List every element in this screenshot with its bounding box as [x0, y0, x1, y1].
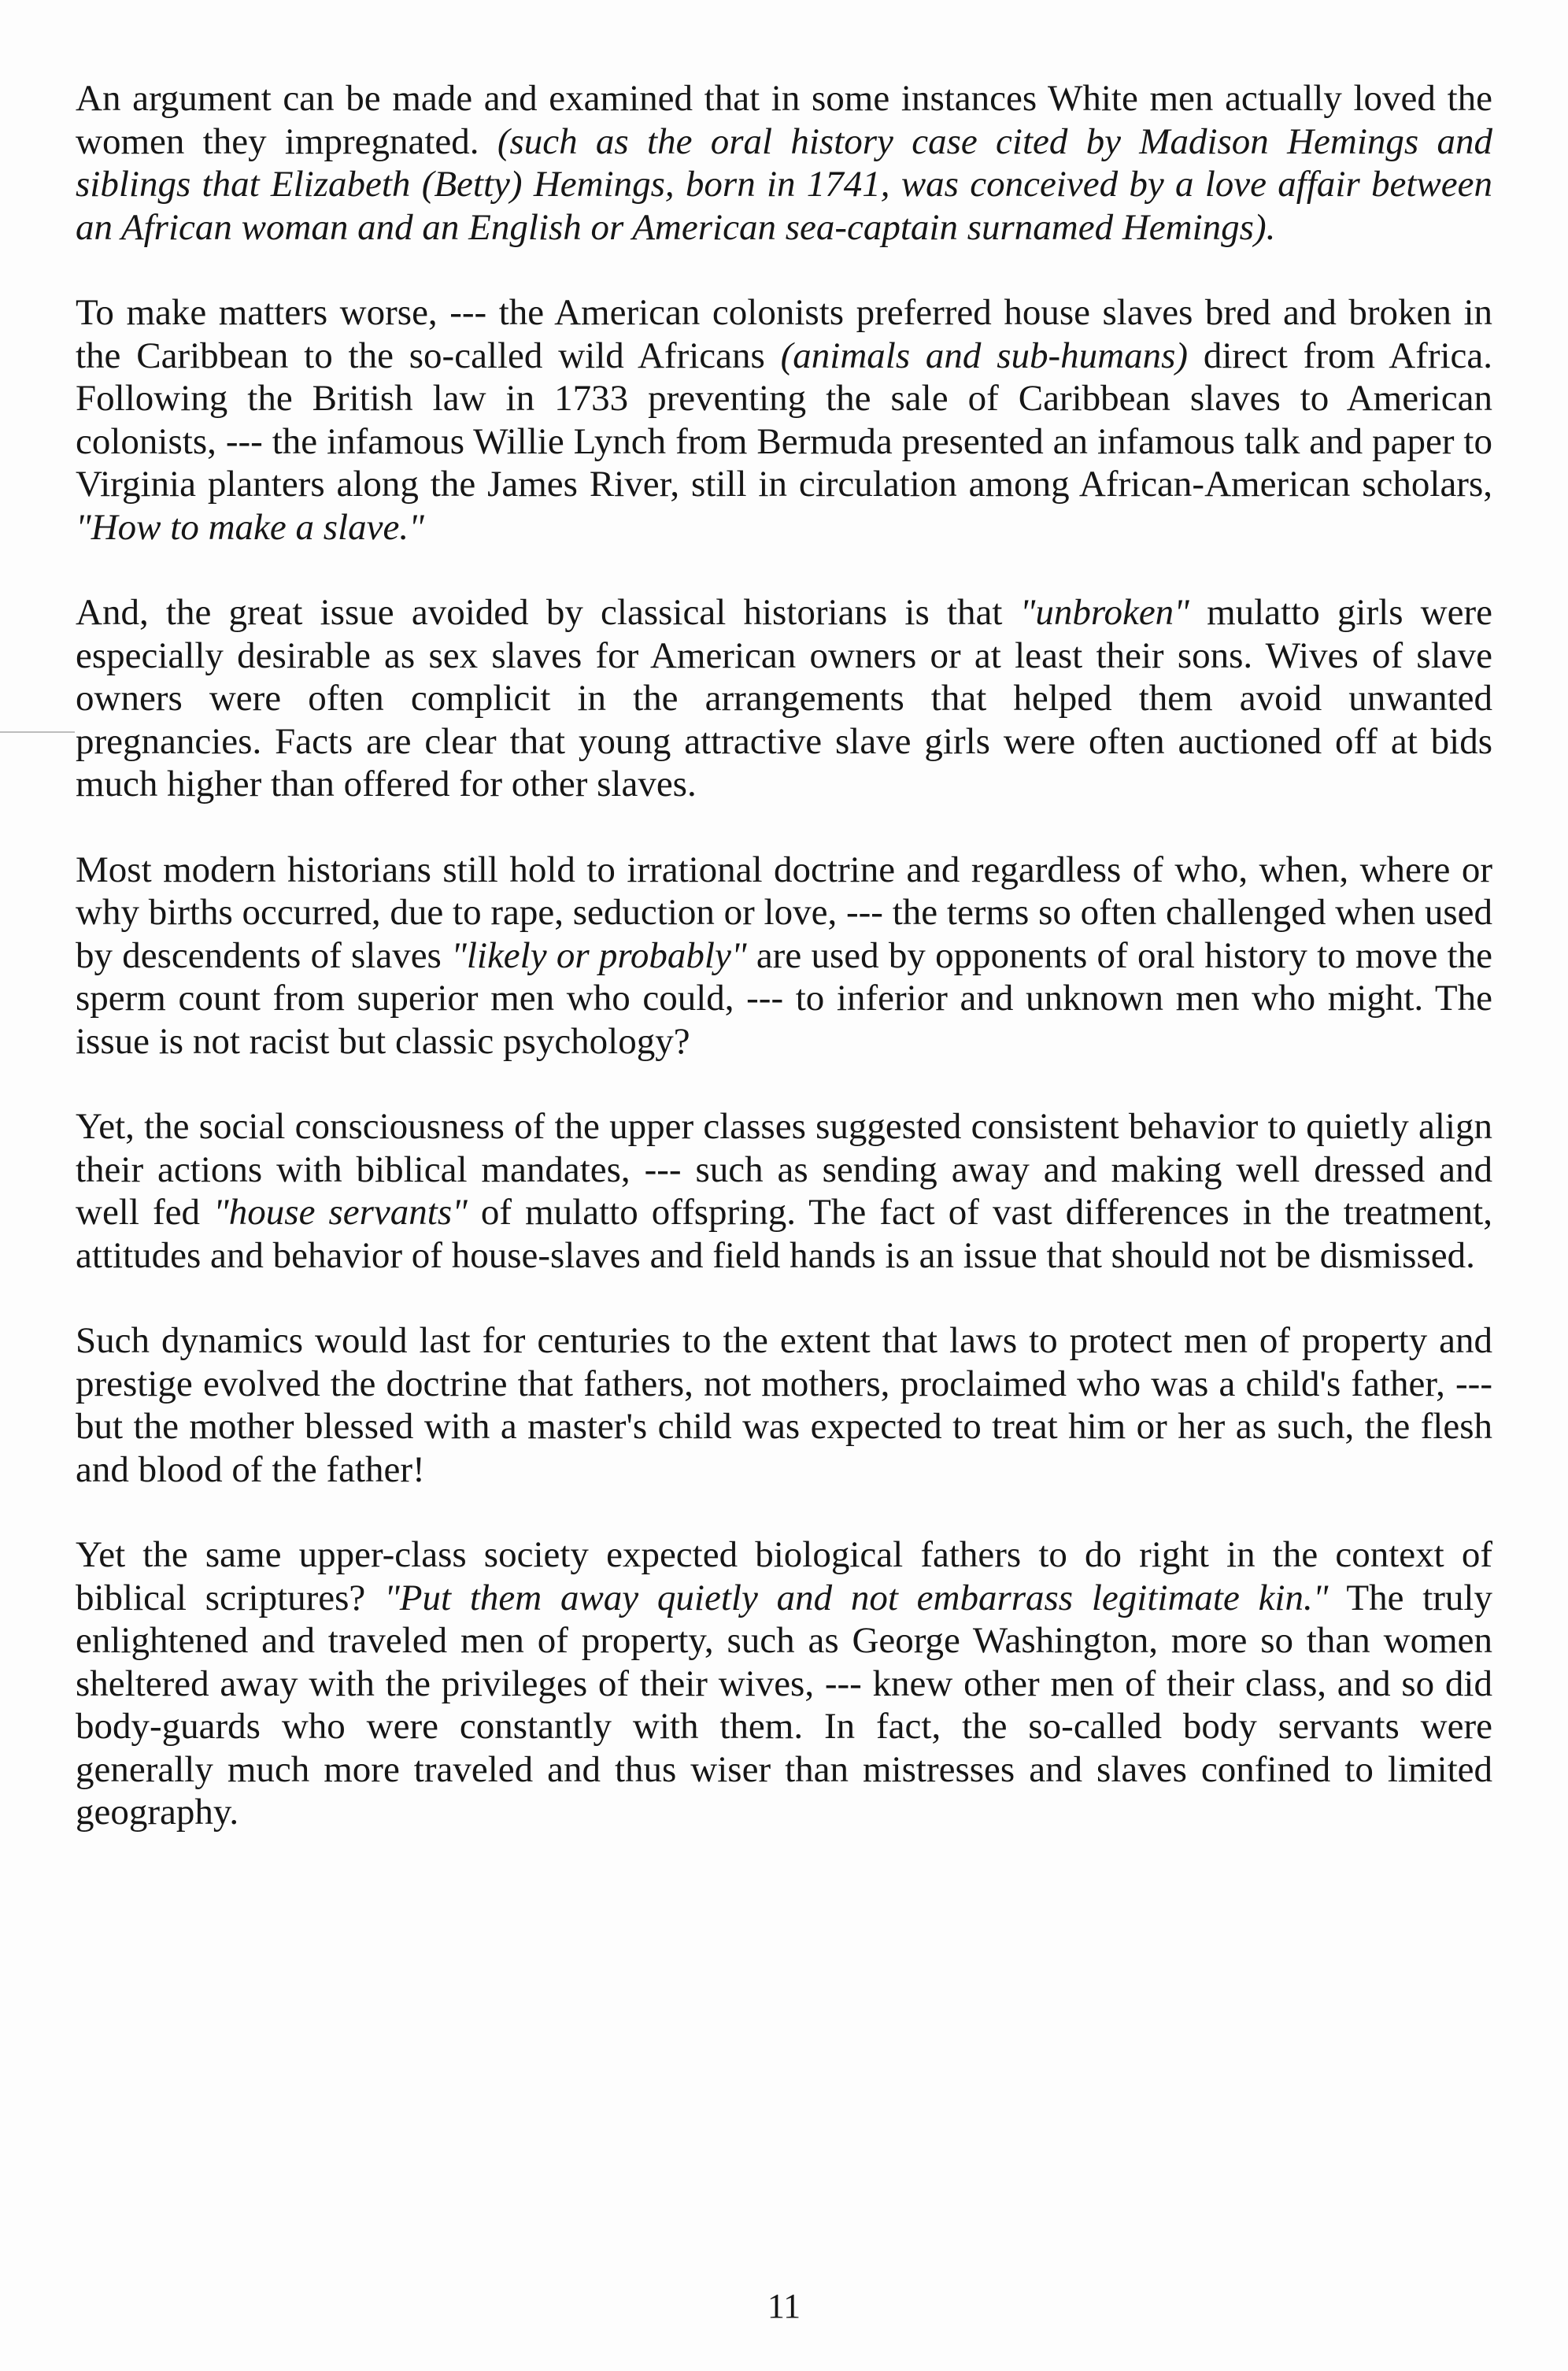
paragraph-4-text: are used by opponents of oral history to move the sperm count from superior men who could, --- to inferior and unknown men who might. The issue is not racist but classic psychology?	[76, 934, 1492, 1062]
paragraph-3-italic-text: "unbroken"	[1019, 592, 1189, 633]
paragraph-1-text: An argument can be made and examined that in some instances White men actually loved the women they impregnated.	[76, 78, 1492, 162]
paragraph-7	[76, 1533, 1492, 1834]
paragraph-5	[76, 1105, 1492, 1277]
paragraph-7-text: The truly enlightened and traveled men of property, such as George Washington, more so than women sheltered away with the privileges of their wives, --- knew other men of their class, and so did body-guards who were constantly with them. In fact, the so-called body servants were generally much more traveled and thus wiser than mistresses and slaves confined to limited geography.	[76, 1577, 1492, 1833]
paragraph-7-italic-quote: "Put them away quietly and not embarrass legitimate kin."	[384, 1577, 1329, 1618]
paragraph-4-italic-text: "likely or probably"	[451, 934, 747, 976]
paragraph-2-italic-text: (animals and sub-humans)	[780, 335, 1189, 376]
paragraph-5-text: Yet, the social consciousness of the upper classes suggested consistent behavior to quietly align their actions with biblical mandates, --- such as sending away and making well dressed and well fed	[76, 1106, 1492, 1233]
paragraph-3-text: mulatto girls were especially desirable as sex slaves for American owners or at least their sons. Wives of slave owners were often complicit in the arrangements that helped them avoid unwanted pregnancies. Facts are clear that young attractive slave girls were often auctioned off at bids much higher than offered for other slaves.	[76, 592, 1493, 805]
paragraph-1	[76, 77, 1492, 249]
paragraph-5-text: of mulatto offspring. The fact of vast differences in the treatment, attitudes and behavior of house-slaves and field hands is an issue that should not be dismissed.	[76, 1192, 1492, 1276]
paragraph-2-text: To make matters worse, --- the American colonists preferred house slaves bred and broken in the Caribbean to the so-called wild Africans	[76, 292, 1492, 376]
paragraph-6-text: Such dynamics would last for centuries to the extent that laws to protect men of property and prestige evolved the doctrine that fathers, not mothers, proclaimed who was a child's father, --- but the mother blessed with a master's child was expected to treat him or her as such, the flesh and blood of the father!	[76, 1320, 1492, 1490]
paragraph-7-text: Yet the same upper-class society expected biological fathers to do right in the context of biblical scriptures?	[76, 1534, 1492, 1618]
paragraph-3	[76, 591, 1492, 806]
paragraph-3-text: And, the great issue avoided by classical historians is that	[76, 592, 1020, 633]
paragraph-4-text: Most modern historians still hold to irrational doctrine and regardless of who, when, where or why births occurred, due to rape, seduction or love, --- the terms so often challenged when used by descendents of slaves	[76, 849, 1492, 976]
paragraph-2-text: direct from Africa. Following the British law in 1733 preventing the sale of Caribbean slaves to American colonists, --- the infamous Willie Lynch from Bermuda presented an infamous talk and paper to Virginia planters along the James River, still in circulation among African-American scholars,	[76, 335, 1493, 505]
paragraph-2-italic-title: "How to make a slave."	[76, 506, 424, 548]
paragraph-4	[76, 849, 1492, 1063]
paragraph-1-italic-text: (such as the oral history case cited by Madison Hemings and siblings that Elizabeth (Betty) Hemings, born in 1741, was conceived by a love affair between an African woman and an English or American sea-captain surnamed Hemings).	[76, 120, 1492, 248]
paragraph-6	[76, 1319, 1492, 1491]
document-body	[76, 77, 1492, 1877]
paragraph-2	[76, 291, 1492, 549]
scan-artifact-line	[0, 731, 75, 733]
paragraph-5-italic-text: "house servants"	[213, 1192, 468, 1233]
page-number: 11	[767, 2287, 801, 2325]
